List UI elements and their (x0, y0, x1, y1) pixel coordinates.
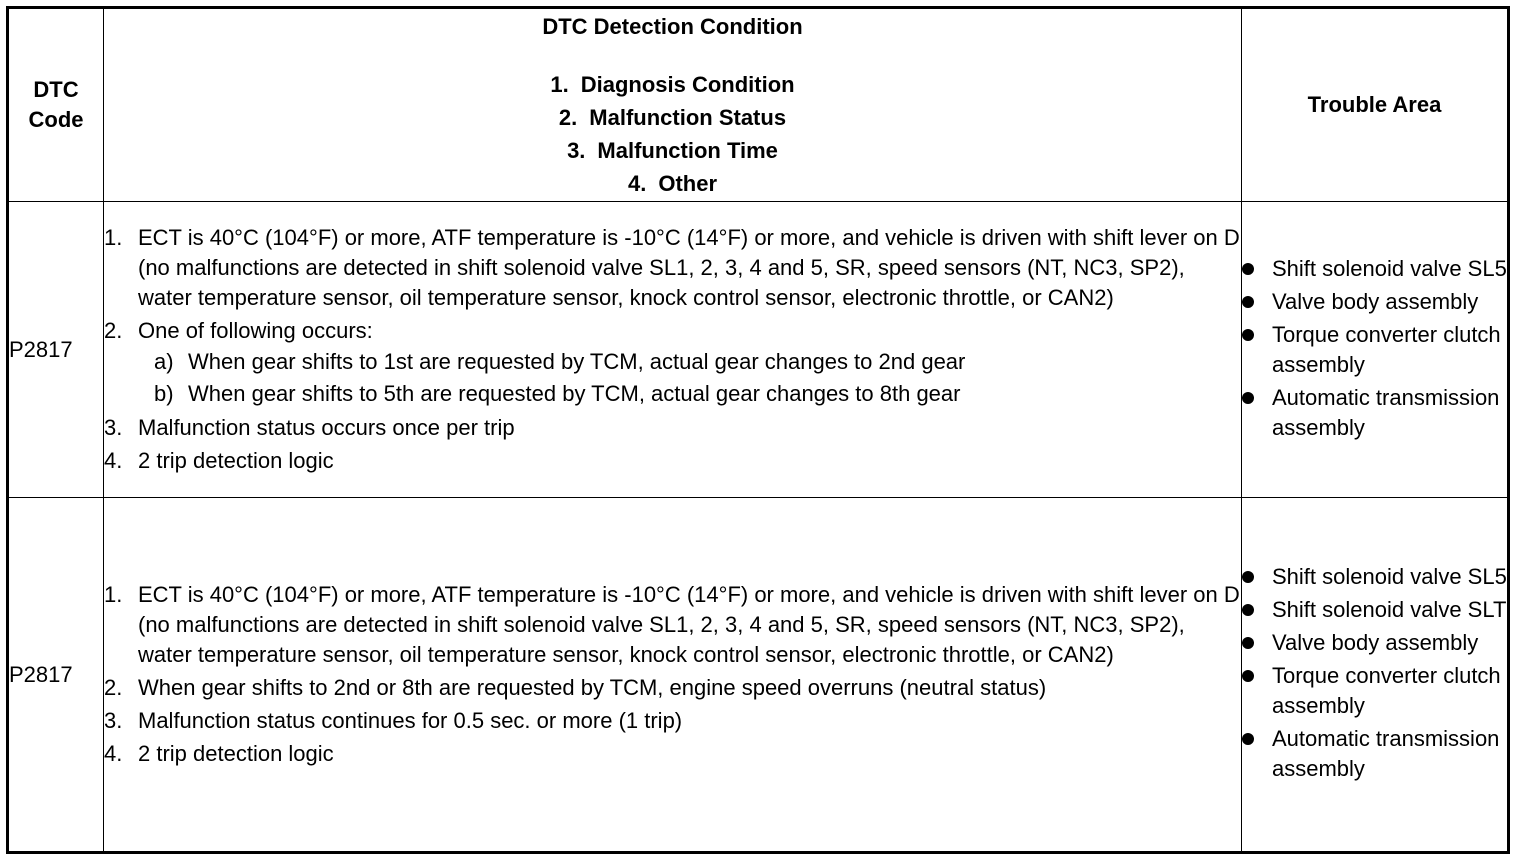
bullet-icon (1242, 287, 1272, 317)
table-row (8, 498, 1509, 853)
header-code-label: DTC Code (28, 77, 84, 132)
trouble-area-item: Torque converter clutch assembly (1242, 320, 1507, 380)
trouble-area-item: Shift solenoid valve SLT (1242, 595, 1507, 625)
condition-item: 4. 2 trip detection logic (104, 741, 334, 766)
table-row (8, 202, 1509, 498)
dtc-code-cell: P2817 (8, 498, 104, 853)
condition-cell (104, 202, 1242, 498)
trouble-area-item: Automatic transmission assembly (1242, 724, 1507, 784)
trouble-area-item: Torque converter clutch assembly (1242, 661, 1507, 721)
header-detection-condition (104, 8, 1242, 202)
bullet-icon (1242, 595, 1272, 625)
condition-item: 2. One of following occurs: (104, 318, 373, 343)
condition-item: 3. Malfunction status occurs once per trip (104, 415, 515, 440)
trouble-area-item: Shift solenoid valve SL5 (1242, 254, 1507, 284)
header-condition-item: 3. Malfunction Time (567, 138, 778, 163)
header-condition-item: 2. Malfunction Status (558, 105, 787, 130)
dtc-code-cell: P2817 (8, 202, 104, 498)
bullet-icon (1242, 661, 1272, 721)
trouble-area-item: Valve body assembly (1242, 628, 1507, 658)
condition-cell (104, 498, 1242, 853)
condition-item: 4. 2 trip detection logic (104, 448, 334, 473)
header-dtc-code (8, 8, 104, 202)
dtc-table (6, 6, 1510, 854)
header-condition-list (104, 68, 1241, 200)
trouble-area-cell (1242, 202, 1509, 498)
trouble-area-item: Shift solenoid valve SL5 (1242, 562, 1507, 592)
bullet-icon (1242, 724, 1272, 784)
header-condition-title: DTC Detection Condition (542, 14, 803, 39)
condition-item: 1. ECT is 40°C (104°F) or more, ATF temperature is -10°C (14°F) or more, and vehicle is driven with shift lever on D (no malfunctions are detected in shift solenoid valve SL1, 2, 3, 4 and 5, SR, speed sensors (NT, NC3, SP2), water temperature sensor, oil temperature sensor, knock control sensor, electronic throttle, or CAN2) (104, 225, 1240, 310)
bullet-icon (1242, 254, 1272, 284)
bullet-icon (1242, 562, 1272, 592)
header-condition-item: 1. Diagnosis Condition (550, 72, 795, 97)
bullet-icon (1242, 320, 1272, 380)
header-row (8, 8, 1509, 202)
bullet-icon (1242, 628, 1272, 658)
header-trouble-area: Trouble Area (1242, 8, 1509, 202)
condition-item: 2. When gear shifts to 2nd or 8th are requested by TCM, engine speed overruns (neutral status) (104, 675, 1047, 700)
condition-subitem: b) When gear shifts to 5th are requested by TCM, actual gear changes to 8th gear (154, 381, 961, 406)
trouble-area-item: Valve body assembly (1242, 287, 1507, 317)
bullet-icon (1242, 383, 1272, 443)
condition-item: 1. ECT is 40°C (104°F) or more, ATF temperature is -10°C (14°F) or more, and vehicle is driven with shift lever on D (no malfunctions are detected in shift solenoid valve SL1, 2, 3, 4 and 5, SR, speed sensors (NT, NC3, SP2), water temperature sensor, oil temperature sensor, knock control sensor, electronic throttle, or CAN2) (104, 582, 1240, 667)
trouble-area-item: Automatic transmission assembly (1242, 383, 1507, 443)
header-condition-item: 4. Other (627, 171, 718, 196)
condition-subitem: a) When gear shifts to 1st are requested by TCM, actual gear changes to 2nd gear (154, 349, 966, 374)
trouble-area-cell (1242, 498, 1509, 853)
condition-item: 3. Malfunction status continues for 0.5 sec. or more (1 trip) (104, 708, 683, 733)
